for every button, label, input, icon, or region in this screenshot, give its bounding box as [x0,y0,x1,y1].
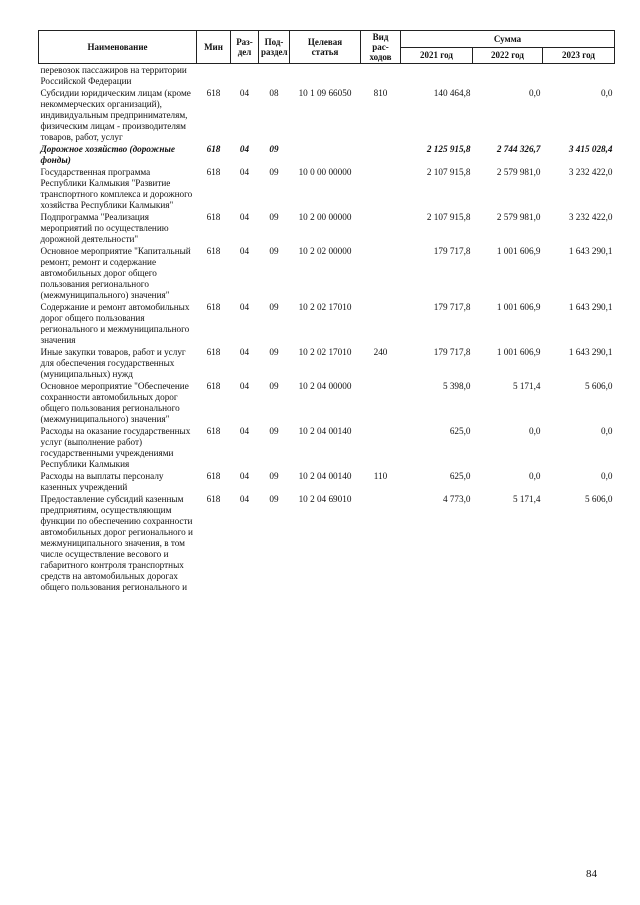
table-row [39,425,615,470]
table-row [39,493,615,593]
cell-podrazdel: 09 [269,167,279,177]
cell-razdel: 04 [239,347,250,357]
cell-sum-2021: 4 773,0 [442,494,471,504]
header-year-2023: 2023 год [543,47,615,64]
cell-name: Предоставление субсидий казенным предприятиям, осуществляющим функции по обеспечению сохранности автомобильных дорог регионального и межмуниципального значения, в том числе осуществление весового и габаритного контроля транспортных средств на автомобильных дорогах общего пользования регионального и [40,494,193,592]
cell-razdel: 04 [239,381,250,391]
header-year-2022: 2022 год [473,47,543,64]
cell-name: Содержание и ремонт автомобильных дорог общего пользования регионального и межмуниципального значения [40,302,190,345]
cell-razdel: 04 [239,88,250,98]
table-row [39,143,615,166]
cell-sum-2023: 3 232 422,0 [568,212,613,222]
cell-target-article: 10 0 00 00000 [298,167,352,177]
cell-target-article: 10 2 04 00000 [298,381,352,391]
cell-sum-2023: 1 643 290,1 [568,246,613,256]
cell-min: 618 [206,347,221,357]
cell-razdel: 04 [239,302,250,312]
cell-razdel: 04 [239,144,250,154]
cell-sum-2023: 5 606,0 [584,494,613,504]
cell-podrazdel: 09 [269,494,279,504]
cell-min: 618 [206,426,221,436]
cell-name: перевозок пассажиров на территории Российской Федерации [40,65,187,86]
cell-target-article [290,64,361,88]
cell-sum-2021: 179 717,8 [433,347,471,357]
cell-expense-type [361,245,401,301]
cell-sum-2023: 5 606,0 [584,381,613,391]
cell-sum-2023 [543,64,615,88]
table-row [39,245,615,301]
cell-target-article: 10 2 02 17010 [298,302,352,312]
cell-sum-2022: 1 001 606,9 [496,246,541,256]
cell-expense-type [361,211,401,245]
cell-sum-2022: 2 579 981,0 [496,167,541,177]
table-header [39,31,615,64]
cell-sum-2023: 0,0 [601,471,613,481]
cell-sum-2023: 0,0 [601,426,613,436]
cell-sum-2022: 1 001 606,9 [496,347,541,357]
cell-razdel [231,64,259,88]
cell-sum-2021: 625,0 [449,426,471,436]
cell-expense-type: 110 [373,471,388,481]
cell-podrazdel: 09 [269,212,279,222]
table-row [39,87,615,143]
cell-razdel: 04 [239,246,250,256]
page-number: 84 [586,868,597,880]
cell-podrazdel: 09 [269,471,279,481]
cell-razdel: 04 [239,167,250,177]
cell-sum-2021: 2 107 915,8 [426,167,471,177]
table-body [39,64,615,594]
cell-target-article: 10 2 04 69010 [298,494,352,504]
cell-sum-2021: 2 107 915,8 [426,212,471,222]
cell-sum-2023: 1 643 290,1 [568,302,613,312]
cell-sum-2021: 2 125 915,8 [426,144,471,154]
cell-podrazdel: 09 [269,426,279,436]
cell-min: 618 [206,471,221,481]
cell-sum-2022: 0,0 [529,471,541,481]
cell-target-article: 10 2 02 00000 [298,246,352,256]
cell-razdel: 04 [239,471,250,481]
cell-razdel: 04 [239,426,250,436]
table-row [39,346,615,380]
cell-sum-2022: 2 744 326,7 [496,144,541,154]
cell-razdel: 04 [239,212,250,222]
cell-min: 618 [206,144,221,154]
header-podrazdel: Под- раздел [259,31,290,64]
cell-min: 618 [206,381,221,391]
cell-min: 618 [206,167,221,177]
cell-min: 618 [206,494,221,504]
cell-sum-2022: 1 001 606,9 [496,302,541,312]
cell-target-article: 10 2 04 00140 [298,471,352,481]
cell-name: Расходы на оказание государственных услуг (выполнение работ) государственными учреждениями Республики Калмыкия [40,426,191,469]
header-name: Наименование [39,31,197,64]
header-expense-type: Вид рас- ходов [361,31,401,64]
cell-expense-type: 240 [373,347,388,357]
cell-target-article: 10 2 00 00000 [298,212,352,222]
cell-expense-type [361,425,401,470]
table-row [39,470,615,493]
cell-sum-2022: 0,0 [529,88,541,98]
cell-sum-2021: 625,0 [449,471,471,481]
cell-podrazdel: 09 [269,144,279,154]
cell-sum-2021: 179 717,8 [433,246,471,256]
cell-target-article: 10 2 04 00140 [298,426,352,436]
cell-expense-type [361,301,401,346]
cell-sum-2023: 3 232 422,0 [568,167,613,177]
header-razdel: Раз- дел [231,31,259,64]
cell-expense-type [361,143,401,166]
cell-sum-2023: 0,0 [601,88,613,98]
cell-razdel: 04 [239,494,250,504]
table-row [39,166,615,211]
cell-min: 618 [206,246,221,256]
table-row [39,301,615,346]
cell-expense-type [361,493,401,593]
cell-sum-2022: 0,0 [529,426,541,436]
cell-min: 618 [206,88,221,98]
header-target-article: Целевая статья [290,31,361,64]
cell-sum-2022: 5 171,4 [512,494,541,504]
cell-sum-2022: 5 171,4 [512,381,541,391]
cell-sum-2022: 2 579 981,0 [496,212,541,222]
cell-sum-2023: 1 643 290,1 [568,347,613,357]
cell-expense-type: 810 [373,88,388,98]
budget-table [38,30,615,593]
header-year-2021: 2021 год [401,47,473,64]
cell-sum-2022 [473,64,543,88]
cell-name: Подпрограмма "Реализация мероприятий по осуществлению дорожной деятельности" [40,212,169,244]
cell-min [197,64,231,88]
cell-sum-2021: 140 464,8 [433,88,471,98]
cell-expense-type [361,64,401,88]
cell-name: Основное мероприятие "Обеспечение сохранности автомобильных дорог общего пользования регионального (межмуниципального) значения" [40,381,189,424]
cell-sum-2021: 5 398,0 [442,381,471,391]
cell-target-article: 10 2 02 17010 [298,347,352,357]
cell-sum-2023: 3 415 028,4 [568,144,613,154]
cell-podrazdel: 09 [269,302,279,312]
cell-name: Иные закупки товаров, работ и услуг для обеспечения государственных (муниципальных) нужд [40,347,186,379]
cell-name: Основное мероприятие "Капитальный ремонт, ремонт и содержание автомобильных дорог общего пользования регионального (межмуниципального) значения" [40,246,191,300]
cell-target-article [290,143,361,166]
cell-target-article: 10 1 09 66050 [298,88,352,98]
cell-name: Государственная программа Республики Калмыкия "Развитие транспортного комплекса и дорожного хозяйства Республики Калмыкия" [40,167,193,210]
cell-podrazdel [259,64,290,88]
cell-name: Дорожное хозяйство (дорожные фонды) [40,144,175,165]
table-row [39,211,615,245]
header-sum: Сумма [401,31,615,48]
cell-name: Расходы на выплаты персоналу казенных учреждений [40,471,164,492]
cell-sum-2021: 179 717,8 [433,302,471,312]
table-row [39,380,615,425]
cell-expense-type [361,380,401,425]
cell-podrazdel: 09 [269,246,279,256]
header-min: Мин [197,31,231,64]
cell-podrazdel: 09 [269,381,279,391]
cell-min: 618 [206,302,221,312]
cell-expense-type [361,166,401,211]
cell-podrazdel: 08 [269,88,279,98]
cell-min: 618 [206,212,221,222]
table-row [39,64,615,88]
cell-sum-2021 [401,64,473,88]
cell-name: Субсидии юридическим лицам (кроме некоммерческих организаций), индивидуальным предпринимателям, физическим лицам - производителям товаров, работ, услуг [40,88,191,142]
cell-podrazdel: 09 [269,347,279,357]
